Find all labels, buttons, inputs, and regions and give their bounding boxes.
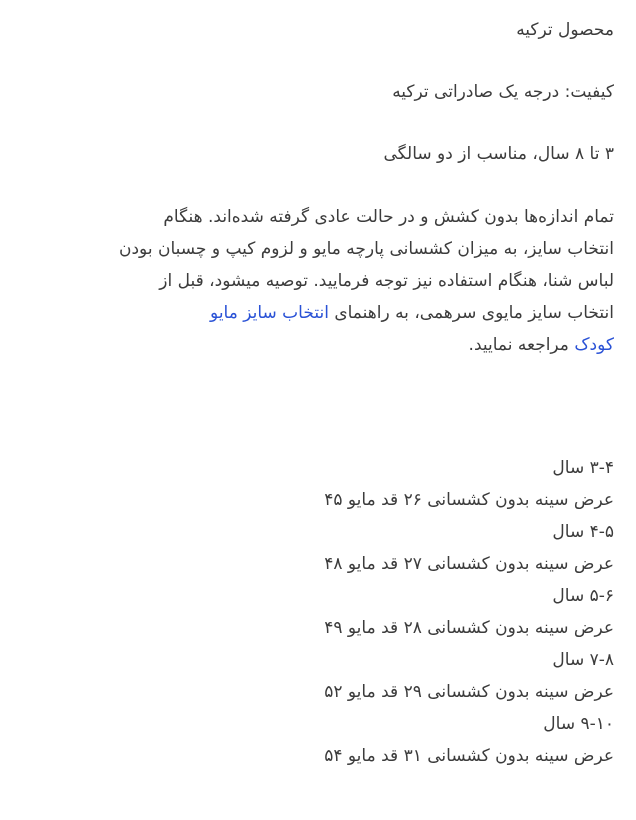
size-age-label: ۵-۶ سال bbox=[552, 586, 614, 606]
size-age-label: ۴-۵ سال bbox=[552, 522, 614, 542]
size-note-paragraph bbox=[14, 201, 614, 361]
paragraph-line: انتخاب سایز، به میزان کشسانی پارچه مایو و لزوم کیپ و چسبان بودن bbox=[119, 239, 614, 259]
size-guide-link[interactable]: انتخاب سایز مایو bbox=[210, 303, 329, 323]
size-detail: عرض سینه بدون کشسانی ۲۹ قد مایو ۵۲ bbox=[324, 682, 614, 702]
size-age-label: ۳-۴ سال bbox=[552, 458, 614, 478]
paragraph-line: لباس شنا، هنگام استفاده نیز توجه فرمایید. توصیه میشود، قبل از bbox=[159, 271, 614, 291]
product-age-range: ۳ تا ۸ سال، مناسب از دو سالگی bbox=[383, 144, 614, 164]
size-age-label: ۷-۸ سال bbox=[552, 650, 614, 670]
size-detail: عرض سینه بدون کشسانی ۳۱ قد مایو ۵۴ bbox=[324, 746, 614, 766]
paragraph-line bbox=[14, 297, 614, 329]
size-guide-link-continued[interactable]: کودک bbox=[574, 335, 614, 355]
paragraph-text: انتخاب سایز مایوی سرهمی، به راهنمای bbox=[328, 303, 614, 323]
size-detail: عرض سینه بدون کشسانی ۲۶ قد مایو ۴۵ bbox=[324, 490, 614, 510]
product-origin: محصول ترکیه bbox=[516, 20, 614, 40]
paragraph-text: مراجعه نمایید. bbox=[468, 335, 575, 355]
paragraph-line bbox=[14, 329, 614, 361]
size-detail: عرض سینه بدون کشسانی ۲۸ قد مایو ۴۹ bbox=[324, 618, 614, 638]
size-detail: عرض سینه بدون کشسانی ۲۷ قد مایو ۴۸ bbox=[324, 554, 614, 574]
product-quality: کیفیت: درجه یک صادراتی ترکیه bbox=[392, 82, 614, 102]
size-age-label: ۹-۱۰ سال bbox=[543, 714, 614, 734]
size-chart bbox=[14, 452, 614, 772]
paragraph-line: تمام اندازه‌ها بدون کشش و در حالت عادی گرفته شده‌اند. هنگام bbox=[163, 207, 614, 227]
